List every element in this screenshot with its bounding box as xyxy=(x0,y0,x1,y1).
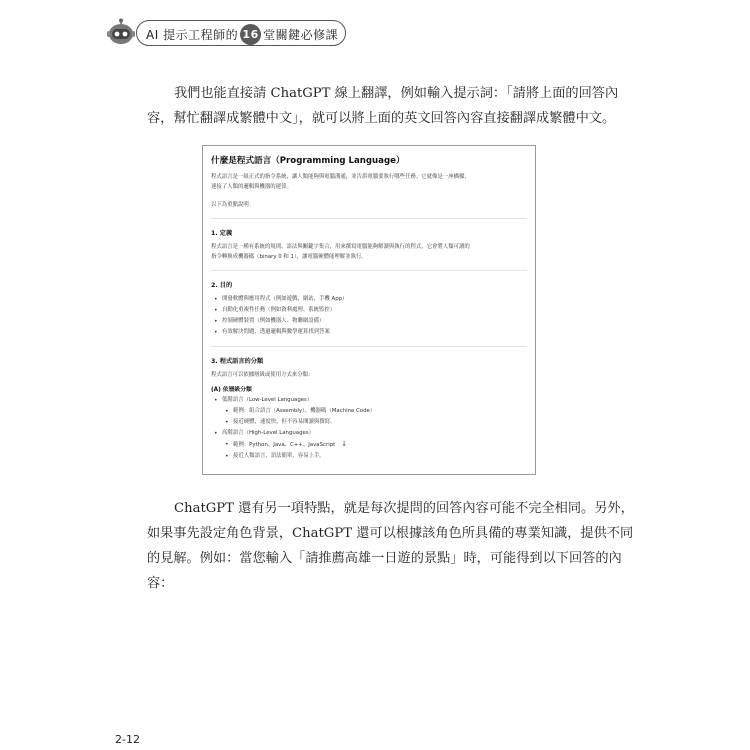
chapter-header xyxy=(106,14,346,50)
list-item xyxy=(211,439,527,451)
title-prefix: AI 提示工程師的 xyxy=(146,28,239,42)
divider xyxy=(211,270,527,271)
classification-list xyxy=(211,395,527,462)
robot-mascot-icon xyxy=(106,18,136,48)
chapter-title-pill xyxy=(136,20,346,46)
title-number-badge: 16 xyxy=(240,24,261,45)
list-item: • 範例：組合語言（Assembly）、機器碼（Machine Code） xyxy=(211,406,527,417)
response-text: 連接了人類的邏輯與機器的運算。 xyxy=(211,184,292,190)
list-item: • 有效解決問題，透過邏輯與數學運算找到答案 xyxy=(211,327,527,338)
list-item: • 控制硬體裝置（例如機器人、物聯網設備） xyxy=(211,316,527,327)
list-item: • 開發軟體與應用程式（例如遊戲、網站、手機 App） xyxy=(211,294,527,305)
paragraph-line: ChatGPT 還有另一項特點，就是每次提問的回答內容可能不完全相同。另外， xyxy=(174,501,634,516)
paragraph-line: 容： xyxy=(147,576,174,591)
intro-paragraph xyxy=(147,81,618,131)
divider xyxy=(211,218,527,219)
section-heading: 3. 程式語言的分類 xyxy=(211,358,264,365)
section-heading: 2. 目的 xyxy=(211,282,233,289)
response-title: 什麼是程式語言（Programming Language） xyxy=(211,156,405,166)
body-paragraph xyxy=(147,496,634,596)
paragraph-line: 如果事先設定角色背景，ChatGPT 還可以根據該角色所具備的專業知識，提供不同 xyxy=(147,526,634,541)
list-item: • 高階語言（High-Level Languages） xyxy=(211,428,527,439)
page-number: 2-12 xyxy=(115,733,140,746)
response-text: 程式語言是一種有系統的規則、語法與關鍵字集合，用來撰寫電腦能夠解讀與執行的程式。它會將人類可讀的 xyxy=(211,244,470,250)
list-item: • 自動化重複性任務（例如資料處理、系統監控） xyxy=(211,305,527,316)
list-item-text: 範例：Python、Java、C++、JavaScript xyxy=(233,442,336,448)
divider xyxy=(211,346,527,347)
purpose-list xyxy=(211,294,527,338)
chatgpt-response-screenshot xyxy=(202,145,536,475)
subsection-heading: (A) 依層級分類 xyxy=(211,387,252,393)
list-item: • 接近人類語言，語法簡單，容易上手。 xyxy=(211,451,527,462)
paragraph-line: 我們也能直接請 ChatGPT 線上翻譯，例如輸入提示詞：「請將上面的回答內 xyxy=(174,86,619,101)
paragraph-line: 的見解。例如：當您輸入「請推薦高雄一日遊的景點」時，可能得到以下回答的內 xyxy=(147,551,622,566)
list-item: • 低階語言（Low-Level Languages） xyxy=(211,395,527,406)
list-item: • 接近硬體，速度快，但不容易閱讀與撰寫。 xyxy=(211,417,527,428)
section-heading: 1. 定義 xyxy=(211,230,233,237)
response-text: 指令轉換成機器碼（binary 0 和 1），讓電腦硬體能理解並執行。 xyxy=(211,254,367,260)
response-text: 程式語言可以依據層級或使用方式來分類： xyxy=(211,372,314,378)
response-text: 以下為重點說明： xyxy=(211,202,255,208)
scroll-down-arrow-icon[interactable]: ↓ xyxy=(341,440,348,448)
paragraph-line: 容，幫忙翻譯成繁體中文」，就可以將上面的英文回答內容直接翻譯成繁體中文。 xyxy=(147,111,616,126)
title-suffix: 堂關鍵必修課 xyxy=(263,28,339,42)
chapter-title xyxy=(146,26,338,45)
response-text: 程式語言是一組正式的指令系統，讓人類能夠與電腦溝通，並告訴電腦要執行哪些任務。它就像是一座橋樑， xyxy=(211,174,470,180)
